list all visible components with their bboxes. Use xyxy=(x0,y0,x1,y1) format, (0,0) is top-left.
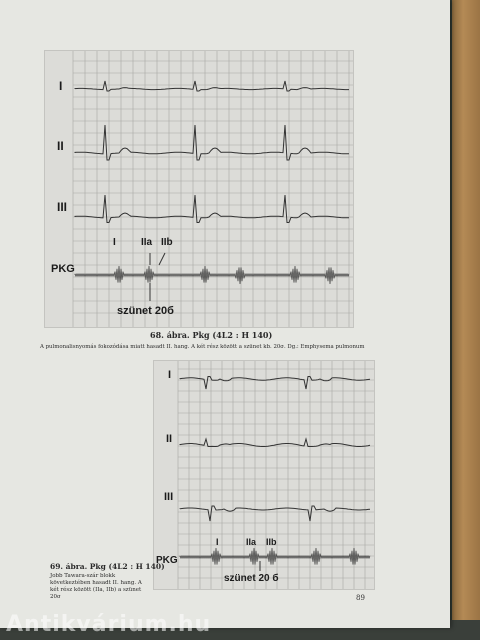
watermark: Antikvárium.hu xyxy=(6,612,212,637)
lead-ii-trace xyxy=(180,439,370,447)
figure-68-graph xyxy=(45,51,353,327)
wooden-background xyxy=(452,0,480,640)
marker-arrow xyxy=(159,253,165,265)
lead-i-label: I xyxy=(168,369,172,381)
pause-label: szünet 20б xyxy=(117,305,174,317)
pkg-trace xyxy=(75,266,349,284)
lead-ii-label: II xyxy=(166,433,173,445)
lead-ii-label: II xyxy=(57,139,64,153)
figure-68-caption-text: A pulmonalisnyomás fokozódása miatt hasadt II. hang. A két rész között a szünet kb. 20σ. Dg.: Emphysema pulmonum xyxy=(40,344,365,350)
marker-i: I xyxy=(216,537,219,547)
figure-69-caption-title: 69. ábra. Pkg (4L2 : H 140) xyxy=(50,562,165,571)
figure-69-caption-text: Jobb Tawara-szár blokk következtében hasadt II. hang. A két rész között (IIa, IIb) a szünet 20σ xyxy=(50,573,142,600)
lead-iii-label: III xyxy=(164,491,174,503)
page-number: 89 xyxy=(356,594,365,602)
marker-iia: IIa xyxy=(246,537,257,547)
figure-69-graph xyxy=(154,361,374,589)
marker-iib: IIb xyxy=(266,537,277,547)
figure-68-ecg xyxy=(44,50,354,328)
marker-iia: IIa xyxy=(141,237,153,248)
lead-i-label: I xyxy=(59,79,63,93)
lead-iii-trace xyxy=(75,195,349,223)
lead-pkg-label: PKG xyxy=(51,263,75,275)
lead-iii-label: III xyxy=(57,200,68,214)
lead-ii-trace xyxy=(75,125,349,160)
lead-i-trace xyxy=(180,377,370,390)
lead-i-trace xyxy=(75,81,349,91)
marker-i: I xyxy=(113,237,116,248)
pause-label: szünet 20 б xyxy=(224,573,279,584)
marker-iib: IIb xyxy=(161,237,173,248)
lead-pkg-label: PKG xyxy=(156,555,178,566)
lead-iii-trace xyxy=(180,506,370,521)
figure-69-ecg xyxy=(153,360,375,590)
figure-68-caption-title: 68. ábra. Pkg (4L2 : H 140) xyxy=(150,330,273,340)
